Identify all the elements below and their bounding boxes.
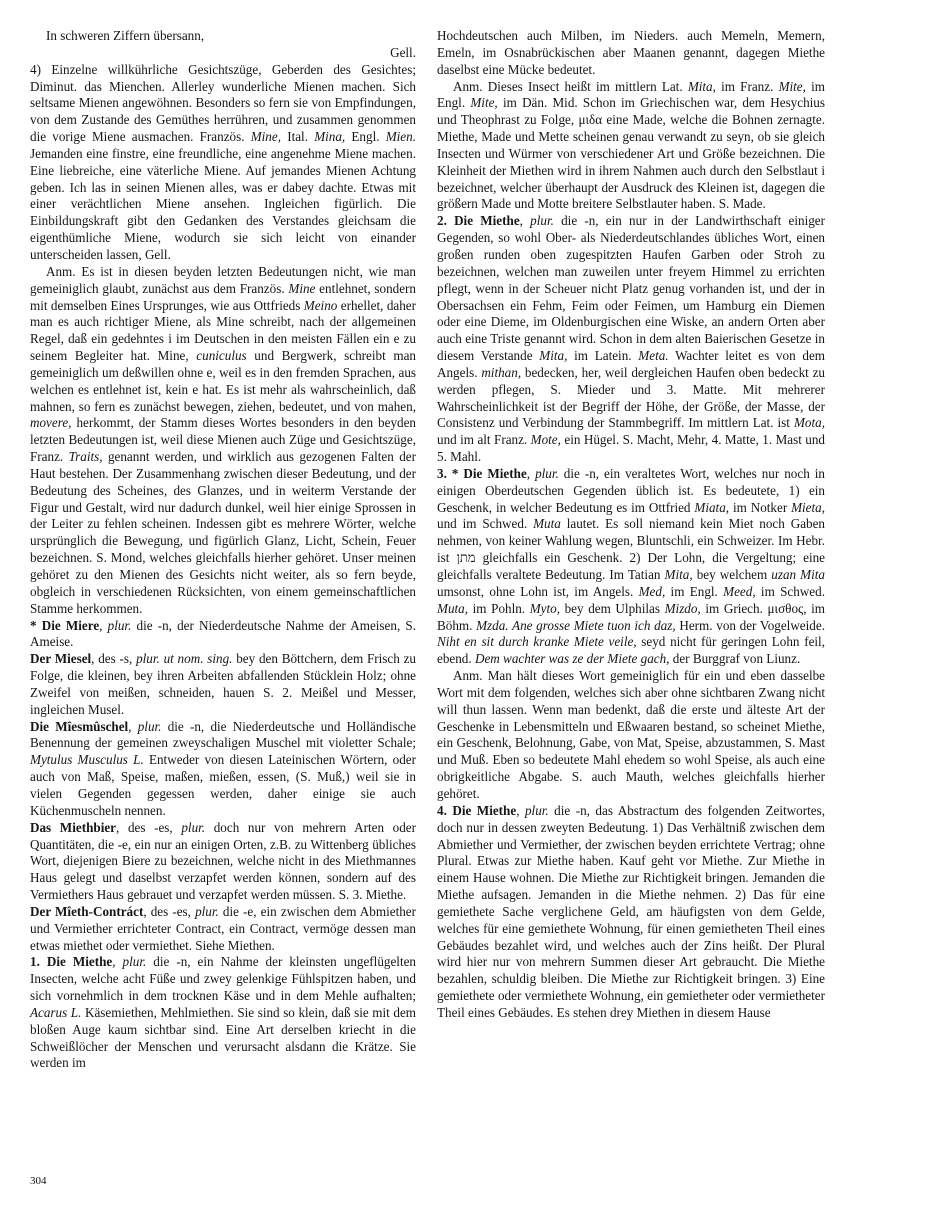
left-column [30,28,416,1072]
right-column [437,28,825,1022]
entry-mieth-contract: Der Mîeth-Contráct, des -es, plur. die -e, ein zwischen dem Abmiether und Vermiether errichteter Contract, ein Contract, vermöge dessen man etwas miethet oder vermiethet. Siehe Miethen. [30,903,417,953]
definition-paragraph: 4) Einzelne willkührliche Gesichtszüge, Geberden des Gesichtes; Diminut. das Mienchen. Allerley wunderliche Mienen machen. Sich seltsame Mienen angewöhnen. Besonders so fern sie von Empfindungen, von dem Zustande des Gemüthes herrühren, und zusammen genommen die vorige Miene ausmachen. Französ. Mine, Ital. Mina, Engl. Mien. Jemanden eine finstre, eine freundliche, eine angenehme Miene machen. Eine liebreiche, eine väterliche Miene. Auf jemandes Mienen Achtung geben. Ich las in seinen Mienen alles, was er dabey dachte. Etwas mit einer verächtlichen Miene ansehen. Ingleichen figürlich. Die Einbildungskraft gibt den Gedanken des Verstandes gleichsam die eigenthümliche Miene, wodurch sie sich leicht von einander unterscheiden lassen, Gell. [30,61,416,262]
entry-miethe-1: 1. Die Miethe, plur. die -n, ein Nahme der kleinsten ungeflügelten Insecten, welche acht Füße und zwey gelenkige Fühlspitzen haben, und sich vornehmlich in dem trocknen Käse und in dem Mehle aufhalten; Acarus L. Käsemiethen, Mehlmiethen. Sie sind so klein, daß sie mit dem bloßen Auge kaum sichtbar sind. Eine Art derselben kriecht in die Schweißlöcher der Menschen und verursacht alsdann die Krätze. Sie werden im [30,954,417,1071]
quote-line: In schweren Ziffern übersann, [46,28,205,43]
continued-text: Hochdeutschen auch Milben, im Nieders. auch Memeln, Memern, Emeln, im Osnabrückischen aber Maanen genannt, dagegen Miethe daselbst eine Mücke bedeutet. [437,28,825,77]
headword: Das Miethbier [30,819,117,835]
quote-source: Gell. [390,44,416,60]
headword: * Die Miere [30,617,100,633]
headword: Der Miesel [30,651,92,667]
headword: 2. Die Miethe [437,213,520,229]
entry-miesel: Der Miesel, des -s, plur. ut nom. sing. bey den Böttchern, dem Frisch zu Folge, die kleinen, bey ihren Arbeiten abfallenden Stücklein Holz; ohne Zweifel von meißen, schneiden, hauen S. 2. Meißel und Messer, ingleichen Musel. [30,651,416,717]
annotation-paragraph: Anm. Dieses Insect heißt im mittlern Lat. Mita, im Franz. Mite, im Engl. Mite, im Dän. Mid. Schon im Griechischen war, dem Hesychius und Theophrast zu Folge, μιδα eine Made, welche die Bohnen zernagte. Miethe, Made und Mette scheinen genau verwandt zu seyn, ob sie gleich Insecten und Würmer von verschiedener Art und Größe bezeichnen. Die Kleinheit der Miethen wird in ihrem Nahmen auch durch den Selbstlaut i bezeichnet, welcher überhaupt der Ausdruck des Kleinen ist, dagegen die größern Made und Motte breitere Selbstlauter haben. S. Made. [437,78,825,212]
annotation-paragraph: Anm. Es ist in diesen beyden letzten Bedeutungen nicht, wie man gemeiniglich glaubt, zunächst aus dem Französ. Mine entlehnet, sondern mit demselben Eines Ursprunges, wie aus Ottfrieds Meino erhellet, daher man es auch richtiger Miene, als Mine schreibt, nach der allgemeinen Regel, daß ein gedehntes i im Deutschen in den meisten Fällen ein e zu seinem Begleiter hat. Mine, cuniculus und Bergwerk, schreibt man gemeiniglich um deßwillen ohne e, weil es in den fremden Sprachen, aus welchen es entlehnet ist, kein e hat. Es ist mehr als wahrscheinlich, daß mahnen, so fern es zunächst bewegen, ziehen, bedeutet, und von mahen, movere, herkommt, der Stamm dieses Wortes besonders in den beyden letzten Bedeutungen ist, weil diese Mienen auch Züge und Gesichtszüge, Franz. Traits, genannt werden, und wirklich aus gezogenen Falten der Haut bestehen. Der Zusammenhang zwischen dieser Bedeutung, und der Bedeutung des Scheines, des Glanzes, und in weiterm Verstande der Figur und Gestalt, wird nur dadurch dunkel, weil hier einige Sprossen in der Leiter zu fehlen scheinen. Indessen gibt es mehrere Wörter, welche ursprünglich die Bewegung, und figürlich Glanz, Licht, Schein, Feuer bezeichnen. S. Mond, welches gleichfalls hierher gehöret. Unser meinen gehöret zu den Mienen des Gesichts nicht weiter, als so fern beyde, obgleich in verschiedenen Rücksichten, von einem gemeinschaftlichen Stamme herkommen. [30,263,417,616]
annotation-paragraph: Anm. Man hält dieses Wort gemeiniglich für ein und eben dasselbe Wort mit dem folgenden, welches sich aber ohne sichtbaren Zwang nicht will thun lassen. Wenn man bedenkt, daß die erste und älteste Art der Geschenke in Lebensmitteln und Eßwaaren bestand, so scheinet Miethe, ein Geschenk, Belohnung, Gabe, von Mat, Speise, abzustammen, S. Mast und Muß. Eben so bedeutete Mahl ehedem so wohl Speise, als auch eine obrigkeitliche Abgabe. S. auch Mauth, welches gleichfalls hierher gehöret. [437,668,825,801]
entry-miethe-4: 4. Die Miethe, plur. die -n, das Abstractum des folgenden Zeitwortes, doch nur in dessen zweyten Bedeutung. 1) Das Verhältniß zwischen dem Abmiether und Vermiether, der zwischen beyden errichtete Vertrag; ohne Plural. Etwas zur Miethe haben. Kauf geht vor Miethe. Zur Miethe in einem Hause wohnen. Die Miethe zur Richtigkeit bringen. Jemanden die Miethe aufsagen. Jemanden in die Miethe nehmen. 2) Das für eine gemiethete Sache verglichene Geld, am häufigsten von dem Gelde, welches für eine gemiethete Wohnung, für einen gemietheten Theil eines Gebäudes bezahlet wird, und welches auch der Zins heißt. Der Plural wird hier nur von mehrern Summen dieser Art gebraucht. Die Miethe bezahlen, schuldig bleiben. Die Miethe zur Richtigkeit bringen. 3) Eine gemiethete oder vermiethete Wohnung, ein gemietheter oder vermietheter Theil eines Gebäudes. Es stehen drey Miethen in diesem Hause [437,802,825,1020]
headword: 3. * Die Miethe [437,465,527,481]
entry-miethbier: Das Miethbier, des -es, plur. doch nur von mehrern Arten oder Quantitäten, die -e, ein nur an einigen Orten, z.B. zu Wittenberg übliches Wort, diejenigen Biere zu bezeichnen, welche nicht in des Miethmannes Haus gelegt und daselbst verzapfet werden können, sondern auf des Vermiethers Haus gebrauet und verzapfet werden müssen. S. 3. Miethe. [30,819,417,903]
headword: Die Mîesmûschel [30,718,129,734]
entry-miethe-3: 3. * Die Miethe, plur. die -n, ein veraltetes Wort, welches nur noch in einigen Oberdeutschen Gegenden üblich ist. Es bedeutete, 1) ein Geschenk, in welcher Bedeutung es im Ottfried Miata, im Notker Mieta, und im Schwed. Muta lautet. Es soll niemand kein Miet noch Gaben nehmen, von keiner Wahlung wegen, Bluntschli, ein Schweizer. Im Hebr. ist מתן gleichfalls ein Geschenk. 2) Der Lohn, die Vergeltung; eine gleichfalls veraltete Bedeutung. Im Tatian Mita, bey welchem uzan Mita umsonst, ohne Lohn ist, im Angels. Med, im Engl. Meed, im Schwed. Muta, im Pohln. Myto, bey dem Ulphilas Mizdo, im Griech. μισθος, im Böhm. Mzda. Ane grosse Miete tuon ich daz, Herm. von der Vogelweide. Niht en sit durch kranke Miete veile, seyd nicht für geringen Lohn feil, ebend. Dem wachter was ze der Miete gach, der Burggraf von Liunz. [437,465,826,667]
entry-miesmuschel: Die Mîesmûschel, plur. die -n, die Niederdeutsche und Holländische Benennung der gemeinen zweyschaligen Muschel mit violetter Schale; Mytulus Musculus L. Entweder von diesen Lateinischen Wörtern, oder auch von Maß, Speise, maßen, mießen, essen, (S. Muß,) weil sie in vielen Gegenden gegessen werden, daher einige sie auch Küchenmuscheln nennen. [30,718,416,818]
headword: 4. Die Miethe [437,802,517,818]
page-number: 304 [30,1175,47,1187]
headword: Der Mîeth-Contráct [30,903,144,919]
entry-miethe-2: 2. Die Miethe, plur. die -n, ein nur in der Landwirthschaft einiger Gegenden, so wohl Ober- als Niederdeutschlandes übliches Wort, einen großen runden oben zugespitzten Haufen Garben oder Stroh zu bezeichnen, welchen man zuweilen unter freyem Himmel zu errichten pflegt, wenn in der Scheuer nicht Platz genug vorhanden ist, und der in Obersachsen ein Fehm, Feim oder Feimen, um Hamburg ein Diemen oder eine Dieme, im Oldenburgischen eine Wiske, an andern Orten aber auch eine Triste genannt wird. Schon in dem alten Baierischen Gesetze in diesem Verstande Mita, im Latein. Meta. Wachter leitet es von dem Angels. mithan, bedecken, her, weil dergleichen Haufen oben bedeckt zu werden pflegen, S. Mieder und 3. Matte. Mit mehrerer Wahrscheinlichkeit ist der Begriff der Höhe, der Größe, der Masse, der Consistenz und Verbindung der Stammbegriff. Im mittlern Lat. ist Mota, und im alt Franz. Mote, ein Hügel. S. Macht, Mehr, 4. Matte, 1. Mast und 5. Mahl. [437,213,826,465]
entry-miere: * Die Miere, plur. die -n, der Niederdeutsche Nahme der Ameisen, S. Ameise. [30,617,416,650]
headword: 1. Die Miethe [30,954,113,970]
